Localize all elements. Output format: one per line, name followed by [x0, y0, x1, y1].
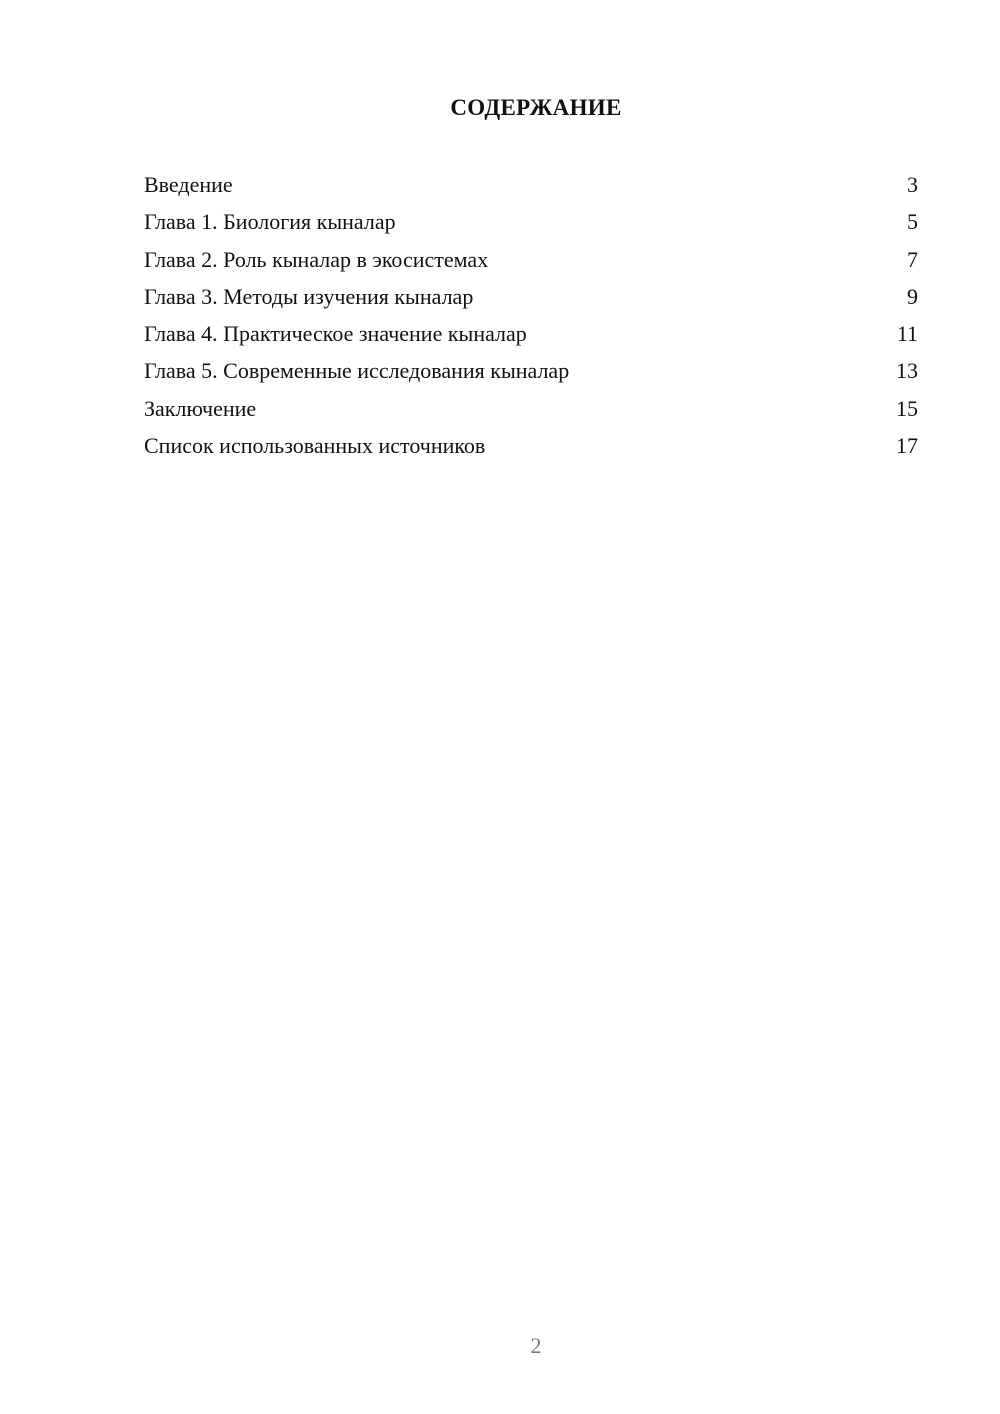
toc-entry-label: Глава 1. Биология кыналар: [144, 209, 396, 235]
toc-entry-label: Введение: [144, 172, 233, 197]
toc-entry-label: Глава 3. Методы изучения кыналар: [144, 283, 474, 309]
toc-entry-page: 5: [907, 209, 918, 235]
toc-entry-page: 15: [896, 395, 918, 421]
toc-entry-introduction: [144, 170, 918, 207]
toc-entry-page: 7: [907, 246, 918, 272]
toc-entry-page: 11: [896, 321, 918, 347]
toc-entry-page: 13: [896, 358, 918, 384]
toc-title: СОДЕРЖАНИЕ: [450, 95, 622, 120]
toc-entry-chapter-5: [144, 356, 918, 393]
toc-entry-label: Список использованных источников: [144, 433, 486, 459]
toc-entry-label: Глава 5. Современные исследования кыналар: [144, 358, 570, 384]
toc-entry-references: [144, 431, 918, 468]
toc-entry-conclusion: [144, 394, 918, 431]
toc-entry-chapter-3: [144, 282, 918, 319]
page-number: 2: [530, 1333, 542, 1358]
toc-entry-chapter-2: [144, 245, 918, 282]
toc-entry-page: 3: [907, 172, 918, 197]
toc-entry-page: 9: [907, 283, 918, 309]
toc-entry-label: Глава 4. Практическое значение кыналар: [144, 321, 527, 347]
table-of-contents: [144, 170, 918, 468]
toc-entry-page: 17: [896, 433, 918, 459]
toc-entry-label: Заключение: [144, 395, 257, 421]
toc-entry-chapter-1: [144, 207, 918, 244]
toc-entry-chapter-4: [144, 319, 918, 356]
toc-entry-label: Глава 2. Роль кыналар в экосистемах: [144, 246, 489, 272]
